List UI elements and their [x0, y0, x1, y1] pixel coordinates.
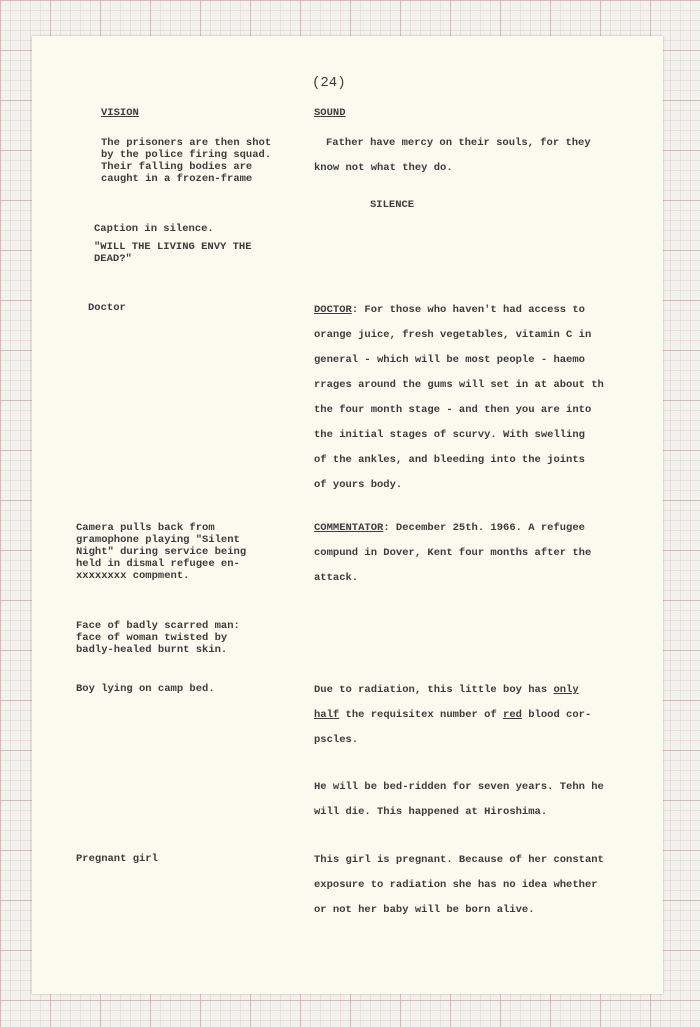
- vision-line: caught in a frozen-frame: [101, 173, 253, 185]
- sound-line: pscles.: [314, 734, 359, 746]
- sound-line: the four month stage - and then you are into: [314, 404, 592, 416]
- sound-line: compund in Dover, Kent four months after the: [314, 547, 592, 559]
- vision-prisoners: [101, 137, 271, 185]
- emphasis-half: half: [314, 709, 340, 721]
- vision-line: Camera pulls back from: [76, 522, 215, 534]
- sound-line: He will be bed-ridden for seven years. Tehn he: [314, 781, 604, 793]
- sound-fragment: : December 25th. 1966. A refugee: [383, 522, 585, 534]
- sound-line: [314, 298, 604, 323]
- vision-boy: Boy lying on camp bed.: [76, 683, 215, 695]
- caption-text: Caption in silence.: [94, 223, 214, 235]
- caption-quote: [94, 241, 252, 265]
- vision-line: face of woman twisted by: [76, 632, 228, 644]
- vision-doctor: Doctor: [88, 302, 126, 314]
- sound-line: know not what they do.: [314, 162, 453, 174]
- silence-label: SILENCE: [370, 199, 415, 211]
- sound-line: rrages around the gums will set in at about th: [314, 379, 604, 391]
- sound-line: or not her baby will be born alive.: [314, 904, 535, 916]
- commentator-label: COMMENTATOR: [314, 522, 384, 534]
- sound-line: of the ankles, and bleeding into the joints: [314, 454, 585, 466]
- vision-line: Face of badly scarred man:: [76, 620, 240, 632]
- sound-line: [314, 678, 591, 703]
- sound-fragment: Due to radiation, this little boy has: [314, 684, 554, 696]
- sound-line: attack.: [314, 572, 359, 584]
- sound-doctor: [314, 298, 604, 498]
- sound-pregnant: [314, 848, 604, 923]
- vision-line: The prisoners are then shot: [101, 137, 272, 149]
- sound-bedridden: [314, 775, 604, 825]
- caption-line: DEAD?": [94, 253, 132, 265]
- vision-line: xxxxxxxx compment.: [76, 570, 190, 582]
- vision-face: [76, 620, 240, 656]
- sound-fragment: : For those who haven't had access to: [351, 304, 585, 316]
- sound-fragment: blood cor-: [521, 709, 592, 721]
- sound-line: orange juice, fresh vegetables, vitamin C in: [314, 329, 592, 341]
- vision-line: gramophone playing "Silent: [76, 534, 240, 546]
- sound-line: exposure to radiation she has no idea whether: [314, 879, 598, 891]
- sound-line: This girl is pregnant. Because of her constant: [314, 854, 604, 866]
- vision-header: VISION: [101, 107, 139, 119]
- caption-line: "WILL THE LIVING ENVY THE: [94, 241, 252, 253]
- vision-line: held in dismal refugee en-: [76, 558, 240, 570]
- emphasis-only: only: [553, 684, 579, 696]
- vision-line: Their falling bodies are: [101, 161, 253, 173]
- sound-commentator: [314, 516, 591, 591]
- sound-father: [314, 131, 591, 181]
- vision-pregnant: Pregnant girl: [76, 853, 158, 865]
- sound-line: [314, 703, 591, 728]
- sound-line: of yours body.: [314, 479, 403, 491]
- vision-line: Night" during service being: [76, 546, 247, 558]
- page-number: (24): [312, 75, 346, 91]
- emphasis-red: red: [503, 709, 522, 721]
- sound-header: SOUND: [314, 107, 346, 119]
- vision-line: by the police firing squad.: [101, 149, 272, 161]
- sound-fragment: the requisitex number of: [339, 709, 504, 721]
- sound-line: general - which will be most people - haemo: [314, 354, 585, 366]
- vision-line: badly-healed burnt skin.: [76, 644, 228, 656]
- sound-line: Father have mercy on their souls, for they: [326, 137, 591, 149]
- sound-line: will die. This happened at Hiroshima.: [314, 806, 548, 818]
- sound-line: the initial stages of scurvy. With swelling: [314, 429, 585, 441]
- doctor-label: DOCTOR: [314, 304, 352, 316]
- sound-line: [314, 516, 591, 541]
- sound-radiation: [314, 678, 591, 753]
- vision-camera: [76, 522, 246, 582]
